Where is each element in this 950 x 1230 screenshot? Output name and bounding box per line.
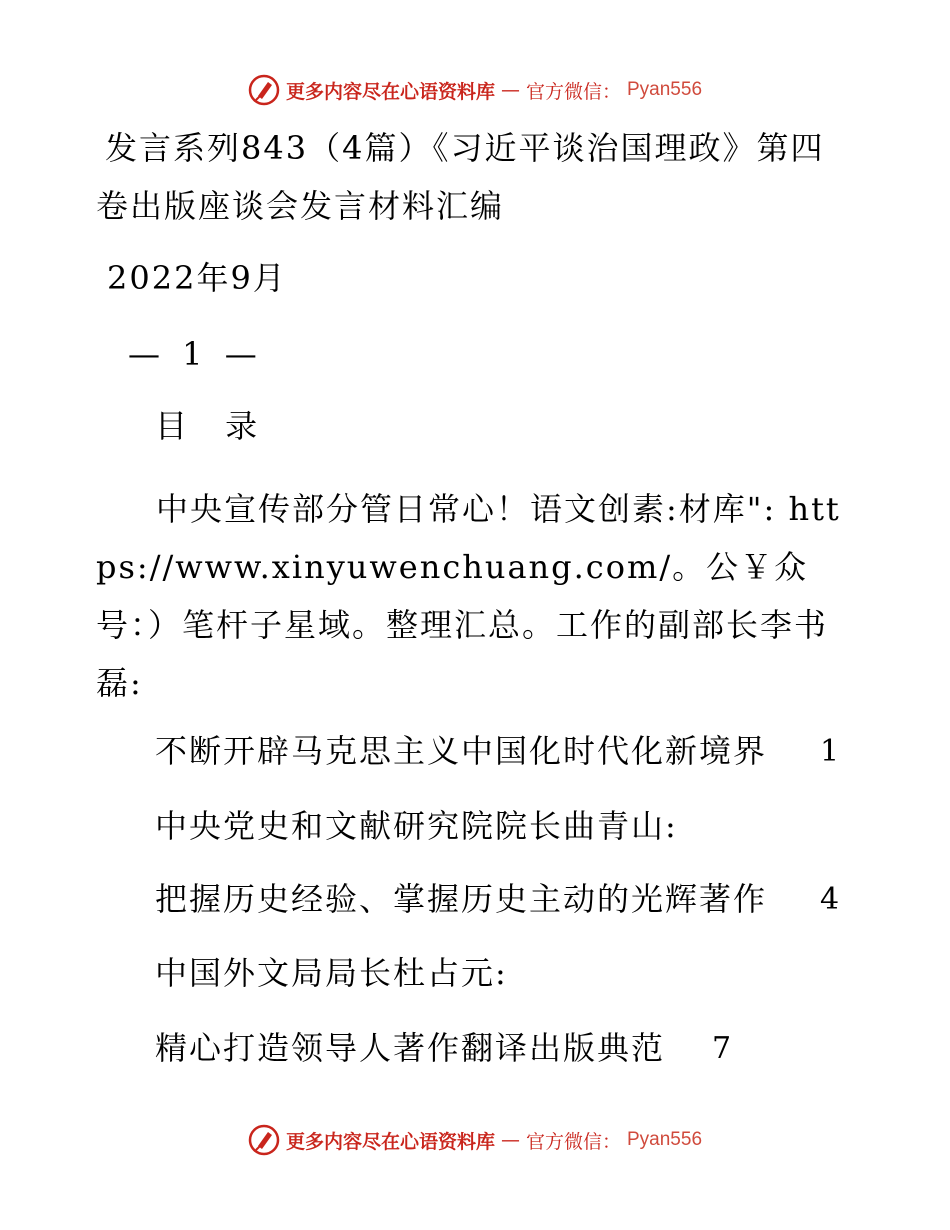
toc-heading: 目 录 — [155, 407, 272, 445]
toc-entry-page: 4 — [820, 882, 840, 917]
pen-logo-icon — [248, 74, 280, 106]
watermark-id: Pyan556 — [627, 79, 703, 100]
toc-speaker: 中国外文局局长杜占元: — [155, 954, 508, 992]
toc-speaker: 中央党史和文献研究院院长曲青山: — [155, 807, 678, 845]
watermark-separator: — — [500, 1129, 520, 1151]
watermark-brand: 更多内容尽在心语资料库 — [285, 80, 495, 103]
page-number: — 1 — — [128, 335, 263, 373]
watermark-label: 官方微信： — [525, 80, 621, 103]
watermark-separator: — — [500, 79, 520, 101]
document-date: 2022年9月 — [107, 259, 287, 297]
pen-logo-icon — [248, 1124, 280, 1156]
toc-entry-title: 不断开辟马克思主义中国化时代化新境界 — [155, 732, 768, 770]
toc-entry-page: 1 — [820, 734, 840, 769]
toc-intro-paragraph: 中央宣传部分管日常心！语文创素:材库": https://www.xinyuwenchuang.com/。公￥众号：）笔杆子星域。整理汇总。工作的副部长李书磊: — [96, 490, 841, 702]
toc-entry-title: 精心打造领导人著作翻译出版典范 — [155, 1029, 666, 1067]
watermark-label: 官方微信： — [525, 1130, 621, 1153]
watermark-id: Pyan556 — [627, 1129, 703, 1150]
watermark-header — [0, 70, 950, 110]
watermark-footer — [0, 1120, 950, 1160]
watermark-brand: 更多内容尽在心语资料库 — [285, 1130, 495, 1153]
document-title-line-2: 卷出版座谈会发言材料汇编 — [96, 187, 505, 225]
toc-entry-title: 把握历史经验、掌握历史主动的光辉著作 — [155, 880, 768, 918]
toc-entry-page: 7 — [712, 1031, 732, 1066]
document-title-line-1: 发言系列843（4篇）《习近平谈治国理政》第四 — [105, 129, 825, 167]
